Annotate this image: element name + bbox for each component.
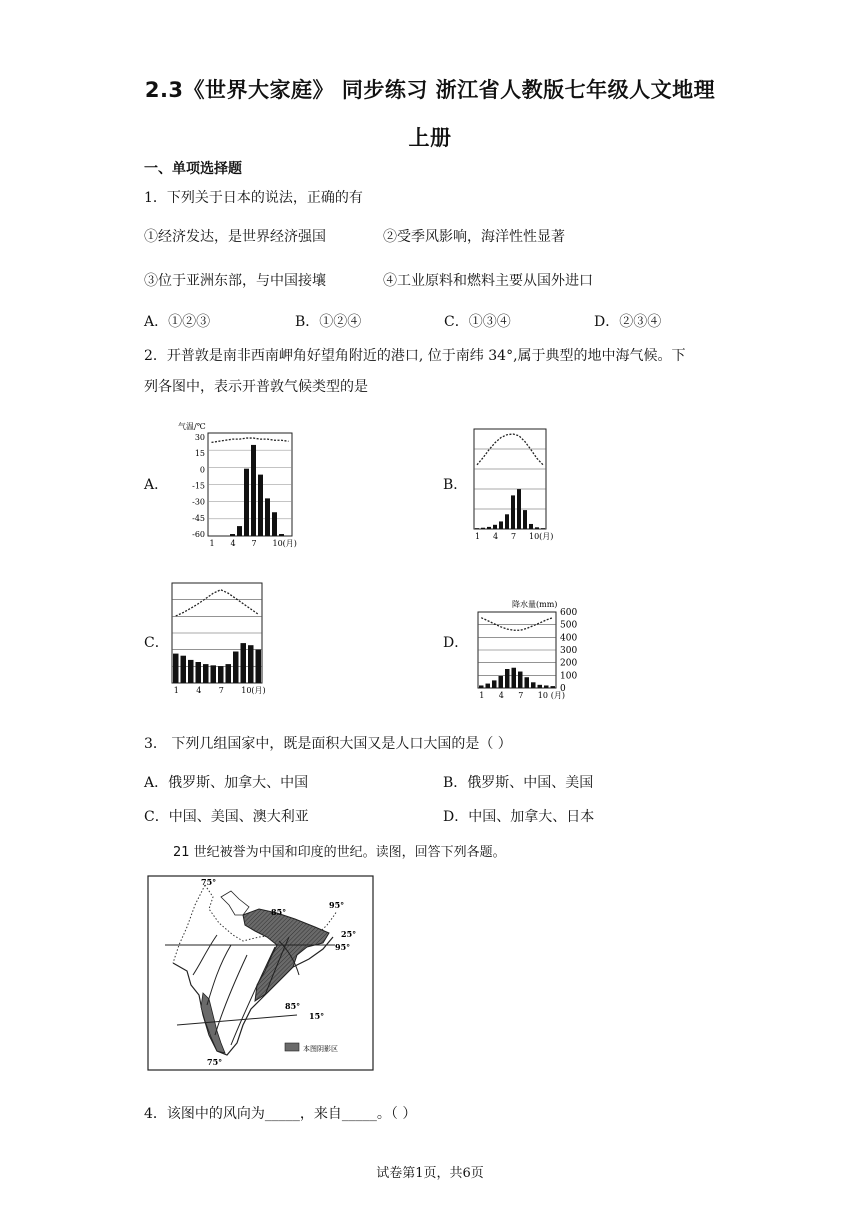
- chart-d-bar: [486, 684, 491, 688]
- q1-stem: 1．下列关于日本的说法，正确的有: [144, 190, 363, 206]
- q1-option-a[interactable]: A．①②③: [144, 314, 211, 330]
- page-title-line1: 2.3《世界大家庭》 同步练习 浙江省人教版七年级人文地理: [144, 78, 716, 102]
- map-label-25: 25°: [341, 929, 357, 939]
- map-label-95-top: 95°: [329, 900, 345, 910]
- climate-chart-b: [472, 425, 566, 543]
- chart-a-bar: [251, 445, 256, 536]
- q1-option-c[interactable]: C．①③④: [444, 314, 511, 330]
- chart-b-bar: [529, 524, 533, 529]
- chart-d-ytick: 400: [560, 633, 578, 644]
- map-label-75-top: 75°: [201, 877, 217, 887]
- q3-stem: 3． 下列几组国家中，既是面积大国又是人口大国的是（ ）: [144, 736, 512, 752]
- chart-b-xtick: 10(月): [529, 532, 554, 541]
- chart-d-bar: [499, 676, 504, 688]
- chart-c-bar: [173, 654, 179, 683]
- chart-b-bar: [481, 528, 485, 529]
- q2-option-b[interactable]: B．: [443, 477, 468, 493]
- q4-stem: 4．该图中的风向为_____，来自_____。（ ）: [144, 1106, 417, 1122]
- chart-a-bar: [258, 475, 263, 536]
- chart-c-bar: [218, 666, 224, 683]
- map-intro: 21 世纪被誉为中国和印度的世纪。读图，回答下列各题。: [173, 845, 506, 860]
- map-label-85-mid: 85°: [285, 1001, 301, 1011]
- chart-a-ytick: 30: [194, 433, 205, 442]
- chart-b-bar: [505, 514, 509, 529]
- chart-a-xtick: 4: [230, 539, 236, 548]
- chart-d-bar: [512, 668, 517, 688]
- map-label-95-mid: 95°: [335, 942, 351, 952]
- chart-c-bar: [226, 664, 232, 683]
- map-legend-swatch: [285, 1043, 299, 1051]
- chart-a-ytick: 0: [199, 465, 205, 475]
- chart-c-bar: [248, 645, 254, 683]
- q1-option-d[interactable]: D．②③④: [594, 314, 662, 330]
- chart-c-bar: [233, 652, 239, 684]
- section-heading: 一、单项选择题: [144, 161, 242, 177]
- chart-d-xtick: 4: [498, 691, 504, 700]
- chart-b-xtick: 1: [475, 532, 481, 541]
- map-label-15: 15°: [309, 1011, 325, 1021]
- chart-a-ytick: -30: [192, 497, 205, 507]
- chart-c-bar: [181, 656, 187, 683]
- chart-d-ytick: 500: [560, 620, 578, 631]
- q3-option-a[interactable]: A．俄罗斯、加拿大、中国: [144, 775, 309, 791]
- chart-d-bar: [538, 685, 543, 688]
- climate-chart-c: [170, 580, 274, 698]
- chart-b-bar: [493, 525, 497, 529]
- chart-b-bar: [523, 510, 527, 529]
- chart-a-ytick: -45: [192, 513, 205, 523]
- page-footer: 试卷第1页，共6页: [376, 1166, 484, 1181]
- chart-b-bar: [487, 527, 491, 529]
- chart-c-xtick: 10(月): [241, 686, 266, 695]
- chart-a-bar: [237, 526, 242, 536]
- chart-d-bar: [544, 685, 549, 688]
- q2-stem-line1: 2．开普敦是南非西南岬角好望角附近的港口, 位于南纬 34°,属于典型的地中海气候。下: [144, 348, 686, 364]
- chart-a-ytick: -60: [192, 530, 205, 539]
- map-label-85-top: 85°: [271, 907, 287, 917]
- map-label-75-bottom: 75°: [207, 1057, 223, 1067]
- south-asia-map: [147, 875, 375, 1072]
- chart-d-xtick: 7: [518, 691, 524, 700]
- chart-b-bar: [541, 528, 545, 529]
- chart-a-ytick: -15: [192, 481, 205, 491]
- chart-d-ytick: 200: [560, 658, 578, 669]
- chart-b-frame: [474, 429, 546, 529]
- q2-option-a[interactable]: A．: [144, 477, 169, 493]
- q2-stem-line2: 列各图中，表示开普敦气候类型的是: [144, 379, 368, 395]
- chart-d-ytick: 100: [560, 671, 578, 682]
- chart-d-ytick: 0: [560, 684, 566, 694]
- chart-d-bar: [492, 680, 497, 688]
- chart-b-xtick: 7: [511, 532, 517, 541]
- chart-d-bar: [551, 686, 556, 688]
- chart-a-xtick: 1: [209, 539, 215, 548]
- chart-a-bar: [279, 534, 284, 536]
- chart-c-bar: [196, 662, 202, 683]
- q1-statement-2: ②受季风影响，海洋性性显著: [383, 229, 565, 245]
- q3-option-d[interactable]: D．中国、加拿大、日本: [443, 809, 595, 825]
- chart-a-ylabel: 气温/℃: [178, 422, 206, 431]
- chart-a-xtick: 7: [251, 539, 257, 548]
- q2-option-d[interactable]: D．: [443, 635, 469, 651]
- chart-d-ytick: 600: [560, 608, 578, 618]
- chart-b-temperature-line: [477, 434, 543, 465]
- chart-a-bar: [272, 512, 277, 536]
- chart-b-xtick: 4: [493, 532, 499, 541]
- q1-statement-1: ①经济发达，是世界经济强国: [144, 229, 326, 245]
- chart-d-xtick: 10: [537, 691, 548, 700]
- chart-a-xtick: 10(月): [272, 539, 297, 548]
- chart-c-temperature-line: [176, 590, 259, 616]
- chart-c-bar: [211, 665, 217, 683]
- chart-d-xtick: (月): [550, 691, 565, 700]
- chart-a-bar: [265, 498, 270, 536]
- chart-c-xtick: 1: [173, 686, 179, 695]
- chart-b-bar: [499, 521, 503, 529]
- q3-option-b[interactable]: B．俄罗斯、中国、美国: [443, 775, 594, 791]
- chart-d-temperature-line: [481, 618, 553, 631]
- chart-d-bar: [479, 685, 484, 688]
- chart-c-bar: [188, 660, 194, 683]
- chart-d-xtick: 1: [479, 691, 485, 700]
- chart-c-bar: [203, 664, 209, 683]
- climate-chart-d: [472, 598, 590, 704]
- chart-b-bar: [535, 527, 539, 529]
- chart-c-bar: [241, 643, 247, 683]
- chart-c-xtick: 7: [218, 686, 224, 695]
- chart-a-bar: [244, 469, 249, 536]
- chart-b-bar: [511, 495, 515, 529]
- chart-b-bar: [517, 489, 521, 529]
- q3-option-c[interactable]: C．中国、美国、澳大利亚: [144, 809, 309, 825]
- chart-a-ytick: 15: [194, 449, 205, 459]
- q1-statement-4: ④工业原料和燃料主要从国外进口: [383, 273, 593, 289]
- chart-d-bar: [505, 669, 510, 688]
- chart-a-temperature-line: [212, 438, 289, 442]
- chart-b-bar: [475, 528, 479, 529]
- chart-c-bar: [256, 649, 262, 683]
- chart-d-bar: [525, 677, 530, 688]
- page-title-line2: 上册: [408, 126, 452, 150]
- chart-d-bar: [531, 682, 536, 688]
- chart-c-xtick: 4: [196, 686, 202, 695]
- q1-statement-3: ③位于亚洲东部，与中国接壤: [144, 273, 326, 289]
- climate-chart-a: [172, 418, 300, 548]
- map-legend-label: 本图阴影区: [303, 1045, 338, 1053]
- chart-d-bar: [518, 672, 523, 688]
- chart-a-bar: [230, 534, 235, 536]
- chart-d-ylabel: 降水量(mm): [512, 600, 558, 609]
- q2-option-c[interactable]: C．: [144, 635, 169, 651]
- q1-option-b[interactable]: B．①②④: [295, 314, 362, 330]
- chart-d-ytick: 300: [560, 646, 578, 656]
